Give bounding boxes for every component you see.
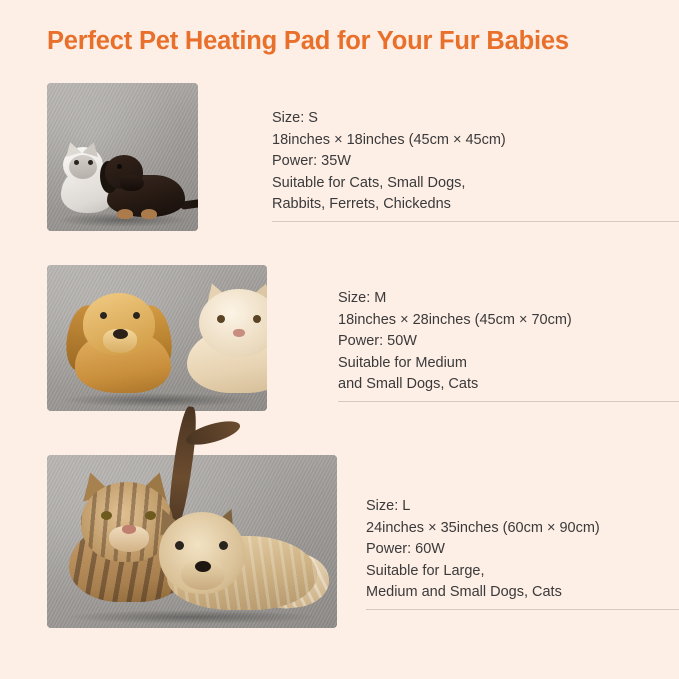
size-m-line-4: Suitable for Medium <box>338 354 467 371</box>
size-m-line-3: Power: 50W <box>338 333 417 349</box>
size-s-line-3: Power: 35W <box>272 153 351 169</box>
spaniel-eye-right-icon <box>133 312 140 319</box>
yorkie-eye-left-icon <box>175 541 184 550</box>
kitten-face-mask-icon <box>69 155 97 179</box>
size-m-spec-text <box>338 288 572 396</box>
size-s-divider <box>272 221 679 222</box>
size-s-line-4: Suitable for Cats, Small Dogs, <box>272 174 466 191</box>
size-l-divider <box>366 609 679 610</box>
persian-cat-eye-right-icon <box>253 315 261 323</box>
size-l-line-1: Size: L <box>366 498 411 514</box>
size-s-line-2: 18inches × 18inches (45cm × 45cm) <box>272 131 506 148</box>
size-l-line-3: Power: 60W <box>366 541 445 557</box>
size-s-line-1: Size: S <box>272 110 318 126</box>
size-s-photo <box>47 83 198 231</box>
size-l-line-2: 24inches × 35inches (60cm × 90cm) <box>366 519 600 536</box>
size-m-line-1: Size: M <box>338 290 387 306</box>
size-m-photo <box>47 265 267 411</box>
size-l-spec-text <box>366 496 600 604</box>
persian-cat-eye-left-icon <box>217 315 225 323</box>
photo-shadow <box>64 610 319 624</box>
size-l-photo <box>47 455 337 628</box>
size-l-line-4: Suitable for Large, <box>366 562 485 579</box>
spaniel-nose-icon <box>113 329 128 339</box>
size-s-line-5: Rabbits, Ferrets, Chickedns <box>272 196 451 212</box>
yorkie-nose-icon <box>195 561 211 572</box>
dachshund-snout-icon <box>120 175 144 191</box>
dachshund-paw-left-icon <box>117 209 133 219</box>
yorkie-eye-right-icon <box>219 541 228 550</box>
size-s-spec-text <box>272 108 506 216</box>
photo-shadow <box>60 393 254 407</box>
kitten-eye-right-icon <box>88 160 93 165</box>
persian-cat-nose-icon <box>233 329 245 337</box>
size-l-line-5: Medium and Small Dogs, Cats <box>366 584 562 600</box>
size-m-divider <box>338 401 679 402</box>
dachshund-eye-icon <box>117 164 122 169</box>
page-title: Perfect Pet Heating Pad for Your Fur Babies <box>47 27 569 55</box>
size-m-line-5: and Small Dogs, Cats <box>338 376 479 392</box>
tabby-cat-eye-left-icon <box>101 511 112 520</box>
tabby-cat-nose-icon <box>122 525 136 534</box>
size-m-line-2: 18inches × 28inches (45cm × 70cm) <box>338 311 572 328</box>
kitten-eye-left-icon <box>74 160 79 165</box>
spaniel-eye-left-icon <box>100 312 107 319</box>
dachshund-paw-right-icon <box>141 209 157 219</box>
